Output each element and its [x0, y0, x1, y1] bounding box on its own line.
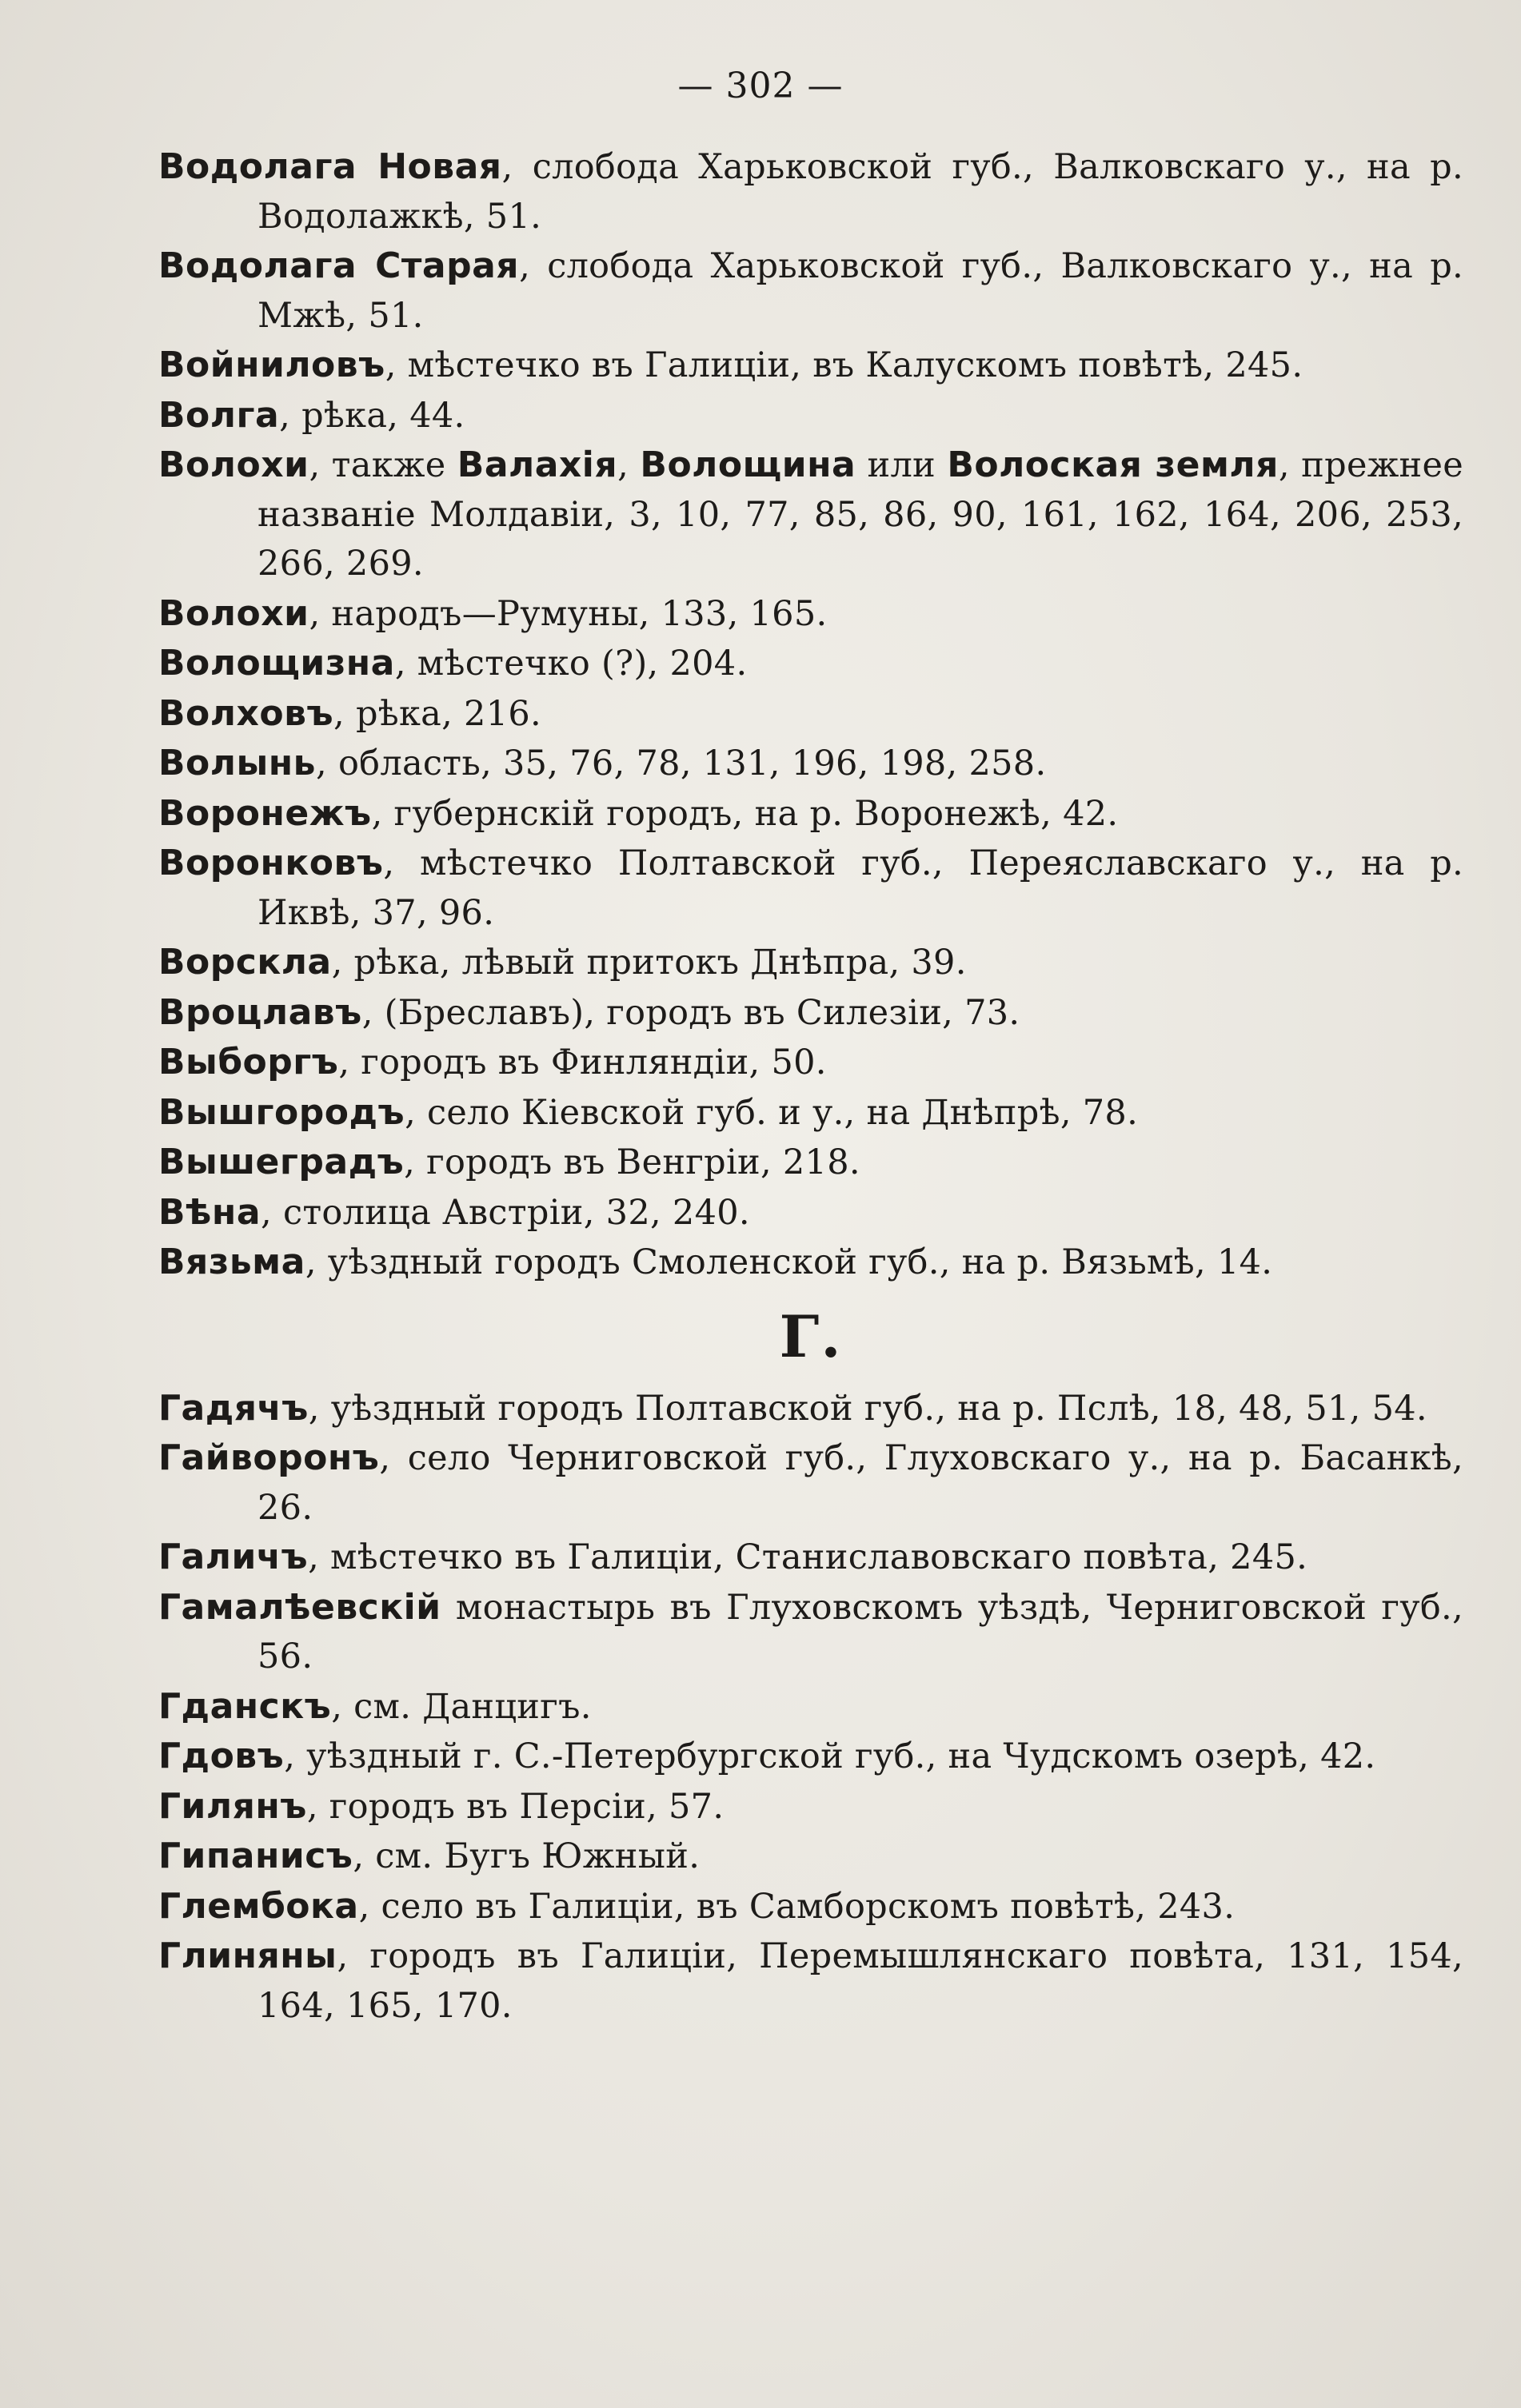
entry-headword: Вышгородъ: [158, 1091, 405, 1133]
entry-description: , также: [309, 445, 457, 485]
index-entry: [158, 1682, 1463, 1732]
entry-headword: Волынь: [158, 743, 317, 783]
index-entry: [158, 789, 1463, 839]
index-entry: [158, 1038, 1463, 1088]
entry-headword: Волощизна: [158, 643, 395, 684]
entry-headword: Волга: [158, 394, 280, 436]
entry-headword: Вроцлавъ: [158, 991, 362, 1033]
entry-description: , городъ въ Финляндіи, 50.: [338, 1043, 827, 1082]
index-entry: [158, 938, 1463, 988]
index-entry: [158, 241, 1463, 341]
index-entry: [158, 1932, 1463, 2031]
entry-description: , губернскій городъ, на р. Воронежѣ, 42.: [371, 793, 1119, 834]
index-entry: [158, 1384, 1463, 1434]
entries-section-g: [158, 1384, 1463, 2031]
index-entry: [158, 1188, 1463, 1238]
entry-description: , уѣздный городъ Смоленской губ., на р. Вязьмѣ, 14.: [305, 1242, 1273, 1282]
entry-description: , рѣка, 44.: [279, 395, 465, 436]
entries-section-v: [158, 142, 1463, 1288]
index-entry: [158, 142, 1463, 241]
entry-headword: Ворскла: [158, 942, 332, 983]
entry-headword: Гдовъ: [158, 1736, 285, 1776]
entry-description: , уѣздный городъ Полтавской губ., на р. Пслѣ, 18, 48, 51, 54.: [308, 1388, 1427, 1429]
entry-headword: Волохи: [158, 445, 309, 485]
page-number: — 302 —: [677, 66, 844, 106]
entry-description: , прежнее названіе Молдавіи, 3, 10, 77, 85, 86, 90, 161, 162, 164, 206, 253, 266, 269.: [257, 445, 1463, 584]
entry-headword: Водолага Новая: [158, 146, 502, 187]
index-entry: [158, 1882, 1463, 1932]
index-entry: [158, 341, 1463, 391]
entry-description: , рѣка, 216.: [333, 693, 541, 734]
entry-headword: Гамалѣевскій: [158, 1586, 441, 1628]
entry-headword: Гайворонъ: [158, 1437, 380, 1478]
entry-description: , (Бреславъ), городъ въ Силезіи, 73.: [361, 992, 1020, 1033]
index-entry: [158, 441, 1463, 589]
entry-description: , мѣстечко (?), 204.: [394, 644, 748, 684]
index-entry: [158, 689, 1463, 740]
entry-description: , слобода Харьковской губ., Валковскаго у., на р. Водолажкѣ, 51.: [257, 147, 1463, 237]
index-entry: [158, 988, 1463, 1039]
entry-headword: Воронежъ: [158, 792, 372, 834]
index-entry: [158, 1583, 1463, 1682]
entry-headword: Глембока: [158, 1885, 359, 1927]
entry-description: , см. Бугъ Южный.: [353, 1836, 701, 1876]
entry-description: , столица Австріи, 32, 240.: [261, 1192, 750, 1233]
index-entry: [158, 1238, 1463, 1288]
entry-headword: Гадячъ: [158, 1387, 309, 1429]
entry-description: , село Кіевской губ. и у., на Днѣпрѣ, 78.: [405, 1092, 1139, 1133]
entry-headword: Воронковъ: [158, 843, 384, 883]
entry-description: , мѣстечко въ Галиціи, въ Калускомъ повѣтѣ, 245.: [385, 345, 1303, 385]
entry-headword: Вязьма: [158, 1242, 305, 1282]
index-entry: [158, 1832, 1463, 1882]
index-entry: [158, 1088, 1463, 1138]
entry-description: , городъ въ Галиціи, Перемышлянскаго повѣта, 131, 154, 164, 165, 170.: [257, 1936, 1463, 2026]
entry-description: , село Черниговской губ., Глуховскаго у., на р. Басанкѣ, 26.: [257, 1438, 1463, 1528]
entry-description: , см. Данцигъ.: [331, 1686, 592, 1727]
entry-headword: Галичъ: [158, 1537, 309, 1577]
entry-description: ,: [617, 445, 641, 485]
entry-description: или: [856, 445, 948, 485]
entry-headword: Гипанисъ: [158, 1836, 353, 1876]
entry-headword: Вышеградъ: [158, 1142, 405, 1182]
index-entry: [158, 639, 1463, 689]
entry-description: , слобода Харьковской губ., Валковскаго у., на р. Мжѣ, 51.: [257, 246, 1463, 336]
index-entry: [158, 1732, 1463, 1782]
entry-headword: Гилянъ: [158, 1785, 307, 1827]
entry-headword: Гданскъ: [158, 1685, 332, 1727]
index-entry: [158, 589, 1463, 640]
index-entry: [158, 1138, 1463, 1188]
entry-description: , народъ—Румуны, 133, 165.: [309, 593, 828, 634]
section-letter: Г.: [779, 1302, 843, 1370]
index-entry: [158, 1533, 1463, 1583]
entry-headword: Волховъ: [158, 692, 334, 734]
index-entry: [158, 839, 1463, 938]
entry-headword: Вѣна: [158, 1191, 261, 1233]
entry-headword: Водолага Старая: [158, 245, 520, 286]
gazetteer-index: [158, 142, 1463, 2031]
entry-description: , область, 35, 76, 78, 131, 196, 198, 258.: [316, 744, 1047, 783]
entry-headword: Волощина: [640, 445, 856, 485]
index-entry: [158, 1782, 1463, 1832]
entry-description: , мѣстечко въ Галиціи, Станиславовскаго повѣта, 245.: [308, 1537, 1308, 1577]
entry-headword: Волоская земля: [947, 445, 1279, 485]
entry-description: , городъ въ Венгріи, 218.: [404, 1142, 860, 1182]
entry-headword: Глиняны: [158, 1936, 337, 1976]
index-entry: [158, 1433, 1463, 1533]
index-entry: [158, 739, 1463, 789]
entry-description: , мѣстечко Полтавской губ., Переяславскаго у., на р. Иквѣ, 37, 96.: [257, 843, 1463, 933]
entry-description: , рѣка, лѣвый притокъ Днѣпра, 39.: [331, 943, 967, 983]
entry-description: монастырь въ Глуховскомъ уѣздѣ, Черниговской губ., 56.: [257, 1587, 1463, 1676]
entry-description: , село въ Галиціи, въ Самборскомъ повѣтѣ, 243.: [358, 1886, 1236, 1927]
entry-headword: Волохи: [158, 592, 309, 634]
entry-description: , уѣздный г. С.-Петербургской губ., на Чудскомъ озерѣ, 42.: [284, 1736, 1376, 1776]
entry-headword: Войниловъ: [158, 345, 385, 385]
entry-headword: Валахія: [457, 445, 618, 485]
entry-description: , городъ въ Персіи, 57.: [306, 1786, 725, 1827]
entry-headword: Выборгъ: [158, 1042, 339, 1082]
index-entry: [158, 391, 1463, 441]
